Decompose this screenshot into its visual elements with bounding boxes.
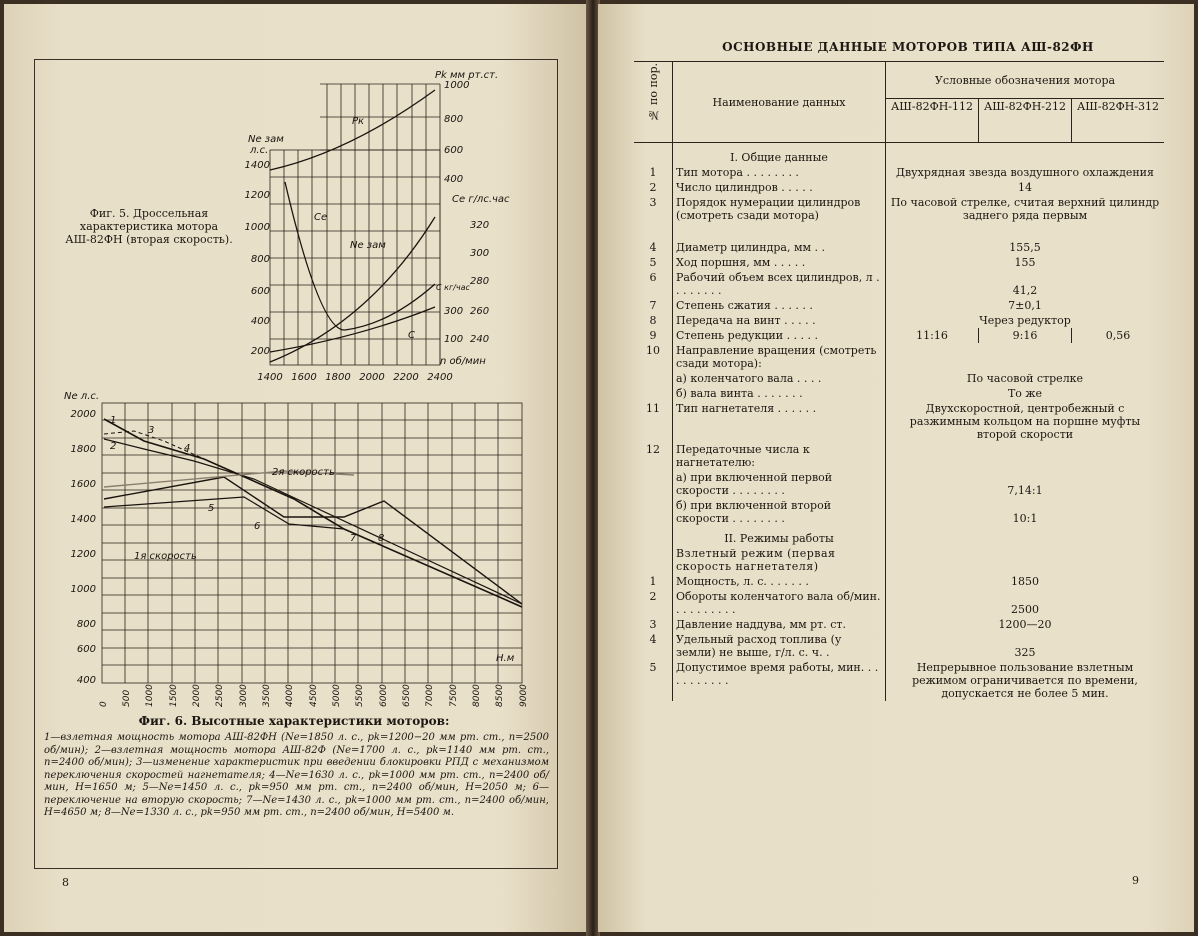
table-row: а) коленчатого вала . . . . По часовой стрелке — [634, 371, 1164, 386]
fig6-point-label: 8 — [378, 533, 385, 544]
table-row: б) при включенной второй скорости . . . . . . . . 10:1 — [634, 498, 1164, 526]
fig6-xtick: 9000 — [519, 684, 529, 707]
table-row: 7 Степень сжатия . . . . . . 7±0,1 — [634, 298, 1164, 313]
table-row: 4 Удельный расход топлива (у земли) не выше, г/л. с. ч. . 325 — [634, 632, 1164, 660]
col-name-header: Наименование данных — [673, 62, 886, 143]
section-title: I. Общие данные — [673, 143, 886, 166]
fig5-ytick: 1200 — [244, 190, 270, 201]
fig5-ytick: 600 — [250, 286, 270, 297]
fig6-ytick: 400 — [76, 675, 96, 686]
fig6-xtick: 7500 — [449, 684, 459, 707]
fig6-ytick: 1600 — [70, 479, 96, 490]
mode-title: Взлетный режим (первая скорость нагнетателя) — [673, 546, 886, 574]
table-row: 12 Передаточные числа к нагнетателю: — [634, 442, 1164, 470]
fig5-ce-tick: 280 — [470, 276, 490, 287]
fig6-xtick: 8000 — [472, 684, 482, 707]
fig5-pk-tick: 400 — [444, 174, 464, 185]
fig6-line-1 — [104, 419, 522, 607]
model-header: АШ-82ФН-312 — [1072, 99, 1165, 143]
fig5-xtick: 2200 — [393, 372, 419, 383]
fig5-xtick: 1800 — [325, 372, 351, 383]
left-page — [4, 4, 588, 932]
table-row: 4 Диаметр цилиндра, мм . . 155,5 — [634, 240, 1164, 255]
table-row: а) при включенной первой скорости . . . . . . . . 7,14:1 — [634, 470, 1164, 498]
fig6-point-label: 2 — [110, 441, 117, 452]
fig6-y-label: Ne л.с. — [64, 391, 100, 402]
fig6-xtick: 2000 — [192, 684, 202, 707]
fig6-legend: 1—взлетная мощность мотора АШ-82ФН (Ne=1850 л. с., pk=1200−20 мм рт. ст., n=2500 об/мин); 2—взлетная мощность мотора АШ-82Ф (Ne=1700 л. с., pk=1140 мм рт. ст., n=2400 об/мин); 3—изменение характеристик при введении блокировки РПД с механизмом переключения скоростей нагнетателя; 4—Ne=1630 л. с., pk=1000 мм рт. ст., n=2400 об/мин, H=1650 м; 5—Ne=1450 л. с., pk=950 мм рт. ст., n=2400 об/мин, H=2050 м; 6—переключение на вторую скорость; 7—Ne=1430 л. с., pk=1000 мм рт. ст., n=2400 об/мин, H=4650 м; 8—Ne=1330 л. с., pk=950 мм рт. ст., n=2400 об/мин, H=5400 м. — [44, 732, 549, 818]
table-row: 2 Обороты коленчатого вала об/мин. . . . . . . . . . 2500 — [634, 589, 1164, 617]
fig6-point-label: 7 — [350, 533, 357, 544]
fig6-ytick: 600 — [76, 644, 96, 655]
fig6-x-label: Н.м — [496, 653, 515, 664]
fig6-xtick: 4000 — [285, 684, 295, 707]
fig6-ytick: 1400 — [70, 514, 96, 525]
fig5-ce-tick: 240 — [470, 334, 490, 345]
fig6-point-label: 3 — [148, 425, 155, 436]
fig6-ytick: 2000 — [70, 409, 96, 420]
fig5-pk-tick: 1000 — [444, 80, 470, 91]
table-row: 3 Порядок нумерации цилиндров (смотреть сзади мотора) По часовой стрелке, считая верхний цилиндр заднего ряда первым — [634, 195, 1164, 240]
fig6-xtick: 3500 — [262, 684, 272, 707]
fig5-ce-tick: 300 — [470, 248, 490, 259]
table-row: 5 Допустимое время работы, мин. . . . . . . . . . . Непрерывное пользование взлетным режимом ограничивается по времени, допускается не более 5 мин. — [634, 660, 1164, 701]
fig6-ytick: 1200 — [70, 549, 96, 560]
fig6-line-6 — [104, 497, 344, 529]
model-header: АШ-82ФН-212 — [979, 99, 1072, 143]
table-row: 3 Давление наддува, мм рт. ст. 1200—20 — [634, 617, 1164, 632]
fig6-ytick: 800 — [76, 619, 96, 630]
fig6-xtick: 7000 — [425, 684, 435, 707]
fig5-c-tick: 300 — [444, 306, 464, 317]
fig5-label-x: n об/мин — [440, 356, 486, 367]
model-header: АШ-82ФН-112 — [886, 99, 979, 143]
fig5-xtick: 2400 — [427, 372, 453, 383]
table-row: 9 Степень редукции . . . . . 11:16 9:16 0,56 — [634, 328, 1164, 343]
fig5-label-ne: Ne зам — [248, 134, 284, 145]
fig5-ytick: 800 — [250, 254, 270, 265]
spec-table — [634, 61, 1164, 701]
fig6-point-label: 1 — [110, 415, 117, 426]
fig6-point-label: 6 — [254, 521, 261, 532]
fig6-xtick: 8500 — [495, 684, 505, 707]
fig5-ce-tick: 320 — [470, 220, 490, 231]
fig6-xtick: 6500 — [402, 684, 412, 707]
fig6-xtick: 6000 — [379, 684, 389, 707]
fig5-ytick: 200 — [250, 346, 270, 357]
table-row: 2 Число цилиндров . . . . . 14 — [634, 180, 1164, 195]
fig6-line-first — [104, 477, 522, 604]
right-page — [598, 4, 1194, 932]
table-row: 11 Тип нагнетателя . . . . . . Двухскоростной, центробежный с разжимным кольцом на поршне муфты второй скорости — [634, 401, 1164, 442]
fig5-label-ce-unit: Ce г/лс.час — [452, 194, 510, 205]
page-number-left: 8 — [62, 876, 69, 889]
fig6-xtick: 4500 — [309, 684, 319, 707]
fig5-pk-tick: 800 — [444, 114, 464, 125]
fig5-curve-label-ne: Ne зам — [350, 240, 386, 251]
fig6-xtick: 5000 — [332, 684, 342, 707]
col-no-header: № по пор. — [634, 62, 673, 143]
fig6-ytick: 1800 — [70, 444, 96, 455]
fig5-label-pk-unit: Pk мм рт.ст. — [435, 70, 499, 81]
table-row: 1 Мощность, л. с. . . . . . . 1850 — [634, 574, 1164, 589]
fig5-ytick: 1400 — [244, 160, 270, 171]
fig6-point-label: 5 — [208, 503, 215, 514]
fig5-curve-label-pk: Pк — [352, 116, 365, 127]
fig6-xtick: 1500 — [169, 684, 179, 707]
fig6-xtick: 2500 — [215, 684, 225, 707]
fig5-ytick: 400 — [250, 316, 270, 327]
fig5-label-c-unit: С кг/час — [436, 283, 470, 292]
fig5-xtick: 1600 — [291, 372, 317, 383]
fig5-pk-tick: 600 — [444, 145, 464, 156]
fig5-xtick: 1400 — [257, 372, 283, 383]
fig5-curve-label-c: C — [408, 330, 415, 341]
fig5-caption: Фиг. 5. Дроссельная характеристика мотора АШ-82ФН (вторая скорость). — [65, 207, 233, 246]
page-number-right: 9 — [1132, 874, 1139, 887]
fig5-ce-tick: 260 — [470, 306, 490, 317]
fig5-ytick: 1000 — [244, 222, 270, 233]
fig6-title: Фиг. 6. Высотные характеристики моторов: — [138, 714, 450, 728]
table-row: 5 Ход поршня, мм . . . . . 155 — [634, 255, 1164, 270]
col-group-header: Условные обозначения мотора — [886, 62, 1165, 99]
fig6-chart — [44, 389, 544, 714]
fig5-chart — [230, 62, 520, 397]
fig6-xtick: 0 — [99, 701, 109, 707]
fig6-xtick: 500 — [122, 689, 132, 707]
table-row: 1 Тип мотора . . . . . . . . Двухрядная звезда воздушного охлаждения — [634, 165, 1164, 180]
fig6-label-first-speed: 1я скорость — [134, 551, 197, 562]
section-title: II. Режимы работы — [673, 526, 886, 546]
table-row: 8 Передача на винт . . . . . Через редуктор — [634, 313, 1164, 328]
fig6-xtick: 1000 — [145, 684, 155, 707]
fig5-curve-pk — [270, 90, 435, 170]
fig5-c-tick: 100 — [444, 334, 464, 345]
fig6-ytick: 1000 — [70, 584, 96, 595]
fig5-curve-label-ce: Ce — [314, 212, 328, 223]
fig6-label-second-speed: 2я скорость — [272, 467, 335, 478]
fig6-xtick: 3000 — [239, 684, 249, 707]
fig6-xtick: 5500 — [355, 684, 365, 707]
table-row: 10 Направление вращения (смотреть сзади мотора): — [634, 343, 1164, 371]
table-row: 6 Рабочий объем всех цилиндров, л . . . . . . . . 41,2 — [634, 270, 1164, 298]
fig6-point-label: 4 — [184, 443, 191, 454]
table-row: б) вала винта . . . . . . . То же — [634, 386, 1164, 401]
page-header: ОСНОВНЫЕ ДАННЫЕ МОТОРОВ ТИПА АШ-82ФН — [722, 40, 1094, 54]
fig5-xtick: 2000 — [359, 372, 385, 383]
fig5-label-ls: л.с. — [250, 145, 269, 156]
